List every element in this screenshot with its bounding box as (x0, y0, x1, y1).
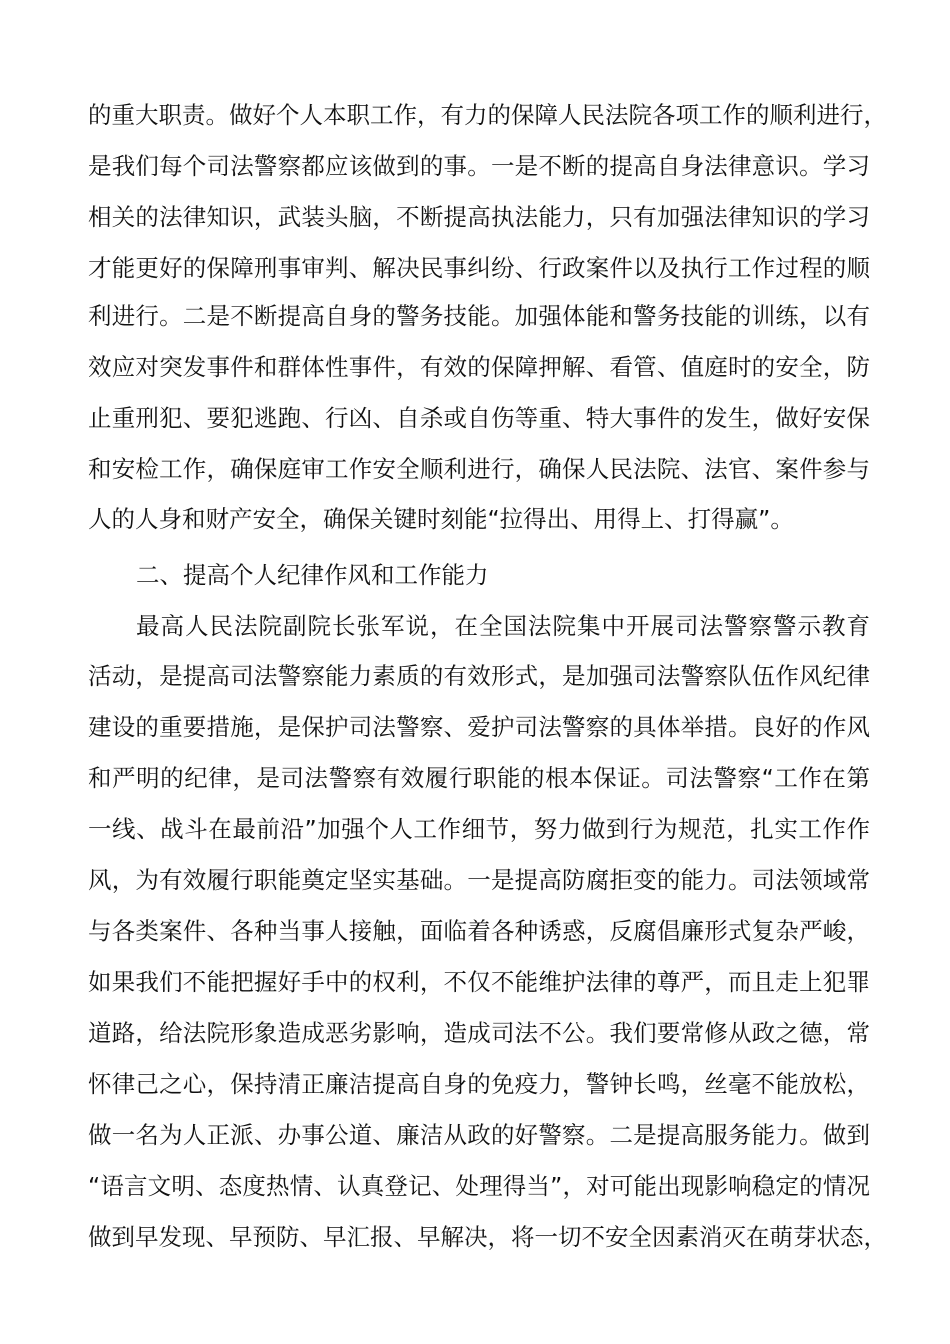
paragraph-line: 做到早发现、早预防、早汇报、早解决，将一切不安全因素消灭在萌芽状态， (88, 1223, 887, 1251)
paragraph-line: 活动，是提高司法警察能力素质的有效形式，是加强司法警察队伍作风纪律 (88, 662, 870, 690)
paragraph-line: 人的人身和财产安全，确保关键时刻能“拉得出、用得上、打得赢”。 (88, 505, 794, 533)
paragraph-line: 效应对突发事件和群体性事件，有效的保障押解、看管、值庭时的安全，防 (88, 353, 870, 381)
paragraph-line: 做一名为人正派、办事公道、廉洁从政的好警察。二是提高服务能力。做到 (88, 1121, 870, 1149)
paragraph-line: 和安检工作，确保庭审工作安全顺利进行，确保人民法院、法官、案件参与 (88, 455, 870, 483)
paragraph-line: 与各类案件、各种当事人接触，面临着各种诱惑，反腐倡廉形式复杂严峻， (88, 917, 870, 945)
paragraph-line: 才能更好的保障刑事审判、解决民事纠纷、行政案件以及执行工作过程的顺 (88, 254, 870, 282)
paragraph-line: 是我们每个司法警察都应该做到的事。一是不断的提高自身法律意识。学习 (88, 152, 870, 180)
paragraph-line: 和严明的纪律，是司法警察有效履行职能的根本保证。司法警察“工作在第 (88, 764, 870, 792)
paragraph-line: 利进行。二是不断提高自身的警务技能。加强体能和警务技能的训练，以有 (88, 302, 870, 330)
paragraph-line: 止重刑犯、要犯逃跑、行凶、自杀或自伤等重、特大事件的发生，做好安保 (88, 404, 870, 432)
paragraph-line: 如果我们不能把握好手中的权利，不仅不能维护法律的尊严，而且走上犯罪 (88, 968, 870, 996)
paragraph-line: 的重大职责。做好个人本职工作，有力的保障人民法院各项工作的顺利进行， (88, 101, 887, 129)
paragraph-line: 建设的重要措施，是保护司法警察、爱护司法警察的具体举措。良好的作风 (88, 713, 870, 741)
section-heading: 二、提高个人纪律作风和工作能力 (136, 561, 489, 589)
paragraph-line: 道路，给法院形象造成恶劣影响，造成司法不公。我们要常修从政之德，常 (88, 1019, 870, 1047)
paragraph-line: 一线、战斗在最前沿”加强个人工作细节，努力做到行为规范，扎实工作作 (88, 815, 870, 843)
paragraph-line: 最高人民法院副院长张军说，在全国法院集中开展司法警察警示教育 (136, 612, 870, 640)
paragraph-line: 怀律己之心，保持清正廉洁提高自身的免疫力，警钟长鸣，丝毫不能放松， (88, 1070, 870, 1098)
paragraph-line: “语言文明、态度热情、认真登记、处理得当”，对可能出现影响稳定的情况 (88, 1172, 870, 1200)
paragraph-line: 风，为有效履行职能奠定坚实基础。一是提高防腐拒变的能力。司法领域常 (88, 866, 870, 894)
paragraph-line: 相关的法律知识，武装头脑，不断提高执法能力，只有加强法律知识的学习 (88, 203, 870, 231)
